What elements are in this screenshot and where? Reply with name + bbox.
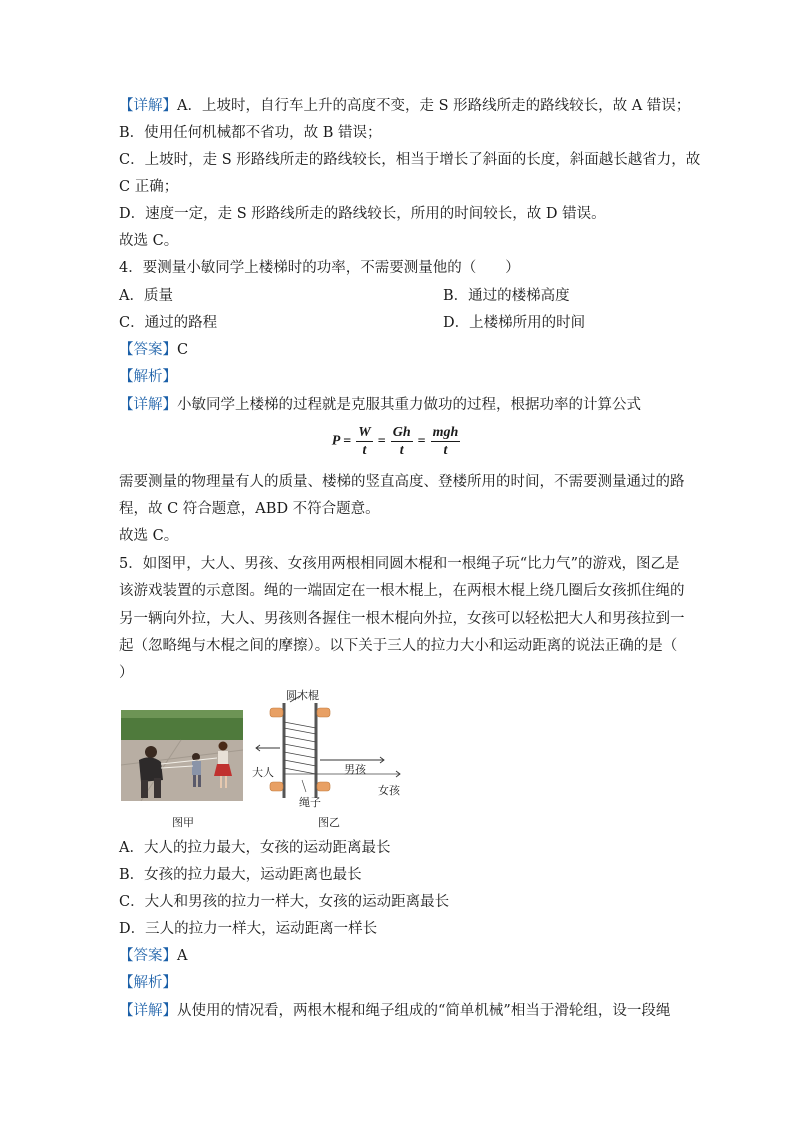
- q5-stem-4: 起（忽略绳与木棍之间的摩擦）。以下关于三人的拉力大小和运动距离的说法正确的是（: [119, 638, 678, 654]
- prev-detail-line-1: [119, 96, 690, 116]
- q4-detail: [119, 395, 641, 415]
- frac-den-t: t: [399, 443, 404, 458]
- q4-option-b: B．通过的楼梯高度: [443, 288, 570, 304]
- label-boy: 男孩: [344, 763, 366, 776]
- answer-tag: 【答案】: [119, 342, 177, 358]
- label-stick: 圆木棍: [286, 689, 319, 702]
- q4-option-a: A．质量: [119, 288, 173, 304]
- answer-value: A: [177, 948, 188, 964]
- fraction-mgh-t: [431, 424, 461, 459]
- q4-option-c: C．通过的路程: [119, 315, 218, 331]
- formula-eq-3: =: [417, 433, 426, 449]
- detail-tag: 【详解】: [119, 397, 177, 413]
- answer-tag: 【答案】: [119, 948, 177, 964]
- detail-text: A．上坡时，自行车上升的高度不变，走 S 形路线所走的路线较长，故 A 错误；: [177, 98, 691, 114]
- frac-num-w: W: [358, 425, 371, 440]
- formula-eq-2: =: [377, 433, 386, 449]
- prev-detail-line-5: D．速度一定，走 S 形路线所走的路线较长，所用的时间较长，故 D 错误。: [119, 206, 606, 222]
- frac-num-mgh: mgh: [432, 425, 459, 440]
- q5-option-a: A．大人的拉力最大，女孩的运动距离最长: [119, 840, 391, 856]
- caption-figure-b: 图乙: [318, 816, 340, 829]
- q4-answer: [119, 340, 188, 360]
- q4-stem: 4．要测量小敏同学上楼梯时的功率，不需要测量他的（ ）: [119, 260, 520, 276]
- frac-num-gh: Gh: [392, 425, 411, 440]
- q5-option-d: D．三人的拉力一样大，运动距离一样长: [119, 921, 378, 937]
- q4-analysis-tag: 【解析】: [119, 369, 177, 385]
- detail-text: 从使用的情况看，两根木棍和绳子组成的“简单机械”相当于滑轮组，设一段绳: [177, 1003, 671, 1019]
- prev-detail-line-4: C 正确；: [119, 179, 179, 195]
- prev-conclusion: 故选 C。: [119, 233, 179, 249]
- q5-stem-5: ）: [119, 665, 134, 681]
- q5-stem-1: 5．如图甲，大人、男孩、女孩用两根相同圆木棍和一根绳子玩“比力气”的游戏，图乙是: [119, 556, 680, 572]
- label-rope: 绳子: [299, 796, 321, 809]
- fraction-w-t: [356, 424, 372, 459]
- q5-option-b: B．女孩的拉力最大，运动距离也最长: [119, 867, 362, 883]
- detail-text: 小敏同学上楼梯的过程就是克服其重力做功的过程，根据功率的计算公式: [177, 397, 641, 413]
- q5-answer: [119, 946, 187, 966]
- prev-detail-line-3: C．上坡时，走 S 形路线所走的路线较长，相当于增长了斜面的长度，斜面越长越省力，故: [119, 152, 701, 168]
- q4-explain-2: 程，故 C 符合题意，ABD 不符合题意。: [119, 501, 380, 517]
- frac-den-t: t: [362, 443, 367, 458]
- q5-analysis-tag: 【解析】: [119, 975, 177, 991]
- formula-eq-1: =: [343, 433, 352, 449]
- detail-tag: 【详解】: [119, 1003, 177, 1019]
- label-adult: 大人: [252, 766, 274, 779]
- caption-figure-a: 图甲: [172, 816, 194, 829]
- q4-option-d: D．上楼梯所用的时间: [443, 315, 586, 331]
- q4-conclusion: 故选 C。: [119, 528, 179, 544]
- frac-den-t: t: [443, 443, 448, 458]
- fraction-gh-t: [391, 424, 413, 459]
- power-formula: [0, 424, 794, 459]
- q5-option-c: C．大人和男孩的拉力一样大，女孩的运动距离最长: [119, 894, 450, 910]
- answer-value: C: [177, 342, 189, 358]
- q5-stem-3: 另一辆向外拉，大人、男孩则各握住一根木棍向外拉，女孩可以轻松把大人和男孩拉到一: [119, 611, 685, 627]
- detail-tag: 【详解】: [119, 98, 177, 114]
- q4-explain-1: 需要测量的物理量有人的质量、楼梯的竖直高度、登楼所用的时间，不需要测量通过的路: [119, 474, 685, 490]
- game-photo: [121, 710, 243, 801]
- label-girl: 女孩: [378, 784, 400, 797]
- prev-detail-line-2: B．使用任何机械都不省功，故 B 错误；: [119, 125, 382, 141]
- formula-p: P: [331, 433, 341, 449]
- q5-stem-2: 该游戏装置的示意图。绳的一端固定在一根木棍上，在两根木棍上绕几圈后女孩抓住绳的: [119, 583, 685, 599]
- q5-detail: [119, 1001, 670, 1021]
